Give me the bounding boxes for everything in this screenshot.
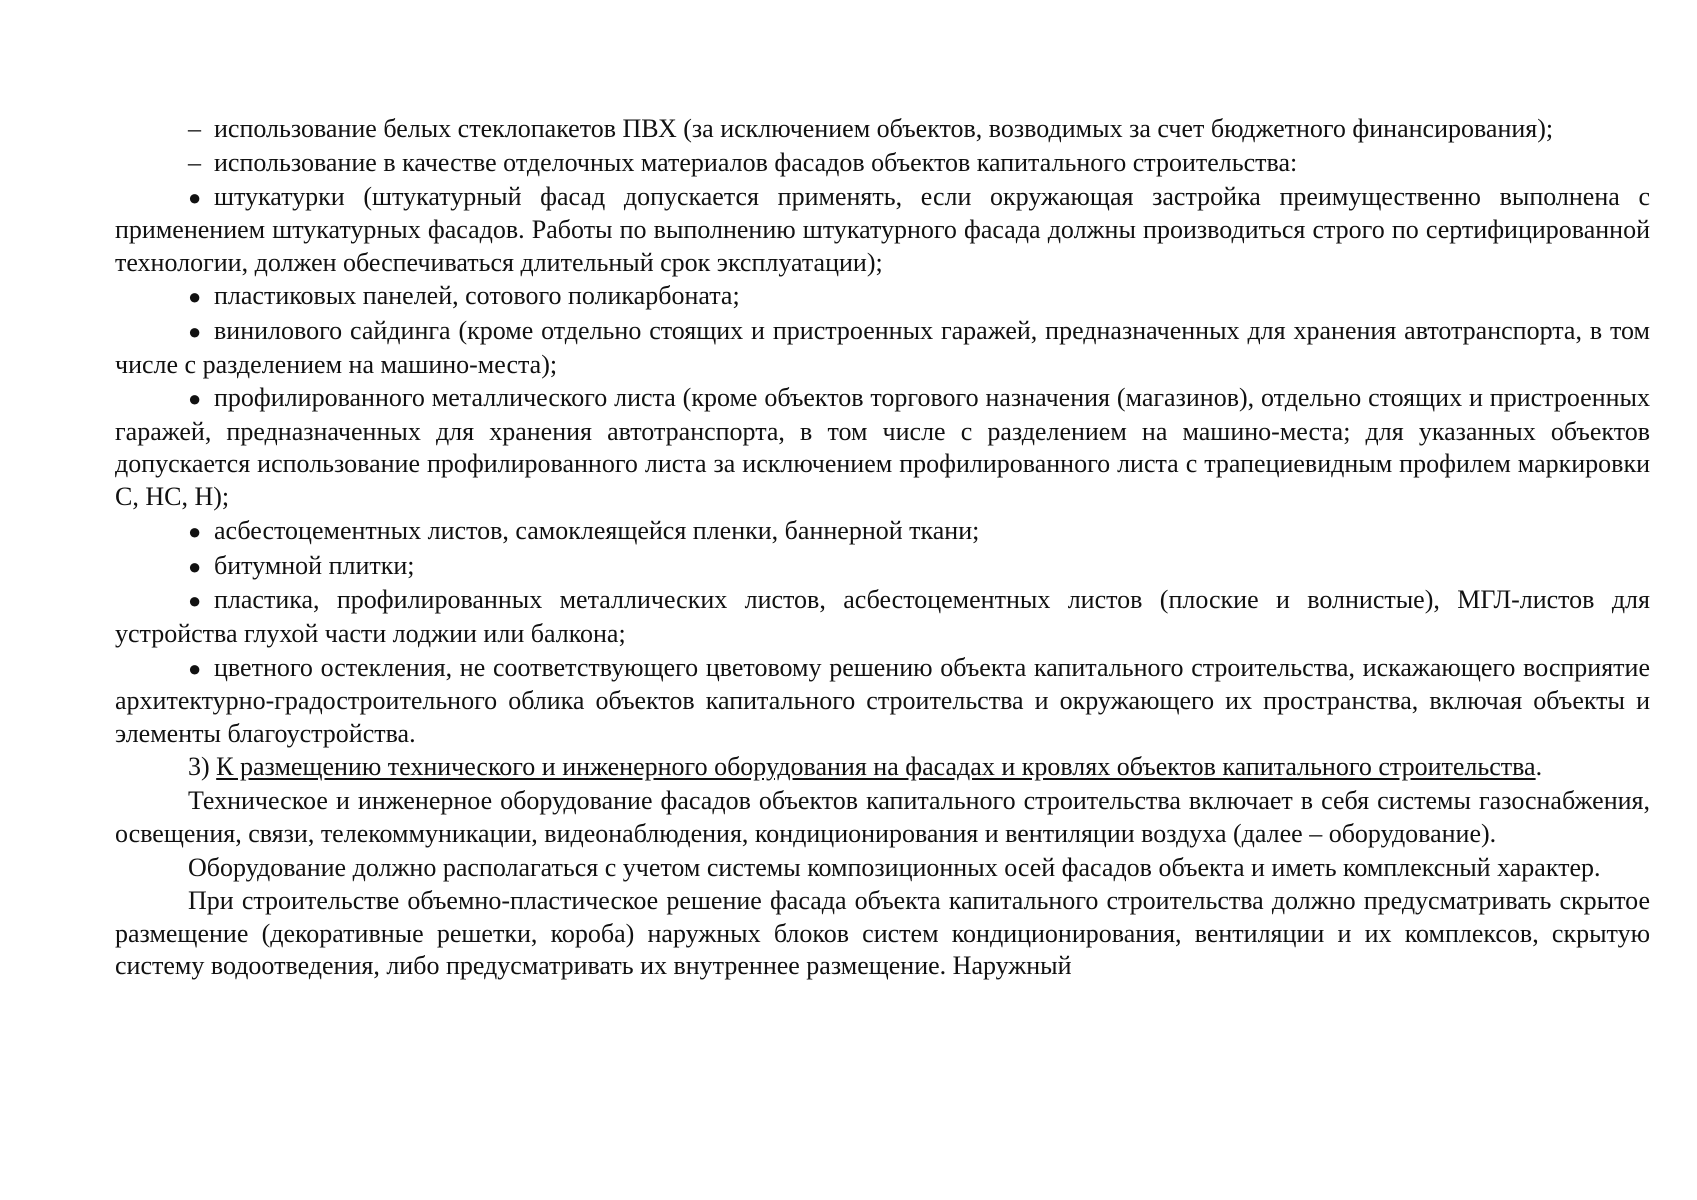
section-number: 3)	[188, 752, 210, 782]
section-title-tail: .	[1535, 752, 1543, 782]
bullet-icon: ●	[188, 284, 202, 310]
paragraph-text: штукатурки (штукатурный фасад допускается применять, если окружающая застройка преимущественно выполнена с применением штукатурных фасадов. Работы по выполнению штукатурного фасада должны производиться строго по сертифицированной технологии, должен обеспечиваться длительный срок эксплуатации);	[115, 181, 1650, 277]
body-paragraph: Техническое и инженерное оборудование фасадов объектов капитального строительства включает в себя системы газоснабжения, освещения, связи, телекоммуникации, видеонаблюдения, кондиционирования и вентиляции воздуха (далее – оборудование).	[115, 786, 1650, 848]
list-item	[115, 113, 1650, 146]
paragraph-text: пластиковых панелей, сотового поликарбоната;	[214, 281, 740, 311]
bullet-icon: ●	[188, 518, 202, 544]
paragraph-text: использование в качестве отделочных материалов фасадов объектов капитального строительства:	[214, 147, 1298, 177]
list-item	[115, 550, 1650, 584]
document-page	[115, 113, 1650, 984]
bullet-icon: ●	[188, 553, 202, 579]
section-heading	[115, 751, 1650, 784]
list-item	[115, 315, 1650, 381]
paragraph-text: профилированного металлического листа (кроме объектов торгового назначения (магазинов), отдельно стоящих и пристроенных гаражей, предназначенных для хранения автотранспорта, в том числе с разделением на машино-места; для указанных объектов допускается использование профилированного листа за исключением профилированного листа с трапециевидным профилем маркировки С, НС, Н);	[115, 383, 1650, 511]
paragraph-text: битумной плитки;	[214, 550, 415, 580]
body-paragraph: Оборудование должно располагаться с учетом системы композиционных осей фасадов объекта и иметь комплексный характер.	[188, 852, 1601, 882]
paragraph-text: использование белых стеклопакетов ПВХ (за исключением объектов, возводимых за счет бюджетного финансирования);	[214, 114, 1554, 143]
body-paragraph: При строительстве объемно-пластическое решение фасада объекта капитального строительства должно предусматривать скрытое размещение (декоративные решетки, короба) наружных блоков систем кондиционирования, вентиляции и их комплексов, скрытую систему водоотведения, либо предусматривать их внутреннее размещение. Наружный	[115, 886, 1650, 981]
paragraph-text: пластика, профилированных металлических листов, асбестоцементных листов (плоские и волнистые), МГЛ-листов для устройства глухой части лоджии или балкона;	[115, 585, 1650, 648]
bullet-icon: ●	[188, 386, 202, 412]
list-item	[115, 147, 1650, 180]
dash-marker: –	[188, 147, 201, 177]
dash-marker: –	[188, 114, 201, 143]
bullet-icon: ●	[188, 319, 202, 345]
paragraph-text: винилового сайдинга (кроме отдельно стоящих и пристроенных гаражей, предназначенных для хранения автотранспорта, в том числе с разделением на машино-места);	[115, 316, 1650, 379]
bullet-icon: ●	[188, 588, 202, 614]
paragraph-text: цветного остекления, не соответствующего цветовому решению объекта капитального строительства, искажающего восприятие архитектурно-градостроительного облика объектов капитального строительства и окружающего их пространства, включая объекты и элементы благоустройства.	[115, 652, 1650, 748]
bullet-icon: ●	[188, 184, 202, 210]
list-item	[115, 515, 1650, 549]
list-item	[115, 280, 1650, 314]
list-item	[115, 584, 1650, 650]
list-item	[115, 181, 1650, 280]
list-item	[115, 652, 1650, 751]
paragraph-text: асбестоцементных листов, самоклеящейся пленки, баннерной ткани;	[214, 515, 980, 545]
section-title: К размещению технического и инженерного оборудования на фасадах и кровлях объектов капитального строительства	[216, 752, 1536, 782]
bullet-icon: ●	[188, 655, 202, 681]
list-item	[115, 382, 1650, 513]
